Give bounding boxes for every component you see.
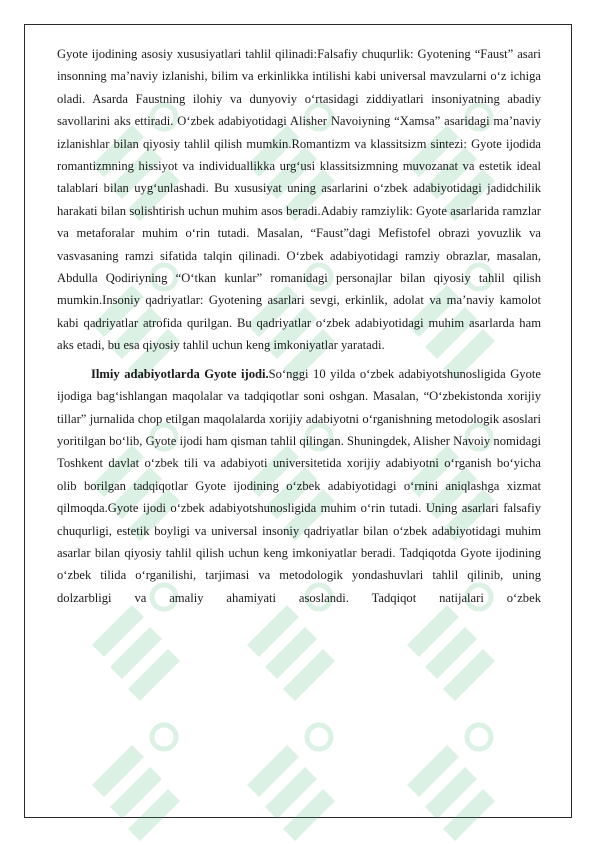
section-heading: Ilmiy adabiyotlarda Gyote ijodi.	[91, 366, 269, 381]
paragraph-2-text: So‘nggi 10 yilda o‘zbek adabiyotshunosligida Gyote ijodiga bag‘ishlangan maqolalar va tadqiqotlar soni oshgan. Masalan, “O‘zbekistonda xorijiy tillar” jurnalida chop etilgan maqolalarda xorijiy adabiyotni o‘rganishning metodologik asoslari yoritilgan bo‘lib, Gyote ijodi ham qisman tahlil qilingan. Shuningdek, Alisher Navoiy nomidagi Toshkent davlat o‘zbek tili va adabiyoti universitetida xorijiy adabiyotni o‘rganish bo‘yicha olib borilgan tadqiqotlar Gyote ijodining o‘zbek adabiyotidagi o‘rnini aniqlashga xizmat qilmoqda.Gyote ijodi o‘zbek adabiyotshunosligida muhim o‘rin tutadi. Uning asarlari falsafiy chuqurligi, estetik boyligi va universal insoniy qadriyatlar bilan o‘zbek adabiyotidagi muhim asarlar bilan qiyosiy tahlil qilish uchun keng imkoniyatlar beradi. Tadqiqotda Gyote ijodining o‘zbek tilida o‘rganilishi, tarjimasi va metodologik yondashuvlari tahlil qilinib, uning dolzarbligi va amaliy ahamiyati asoslandi. Tadqiqot natijalari o‘zbek	[57, 366, 541, 605]
paragraph-1: Gyote ijodining asosiy xususiyatlari tahlil qilinadi:Falsafiy chuqurlik: Gyotening “Faust” asari insonning ma’naviy izlanishi, bilim va erkinlikka intilishi kabi universal mavzularni o‘z ichiga oladi. Asarda Faustning ilohiy va dunyoviy o‘rtasidagi ziddiyatlari insoniyatning abadiy savollarini aks ettiradi. O‘zbek adabiyotidagi Alisher Navoiyning “Xamsa” asaridagi ma’naviy izlanishlar bilan qiyosiy tahlil qilish mumkin.Romantizm va klassitsizm sintezi: Gyote ijodida romantizmning hissiyot va individuallikka urg‘usi klassitsizmning muvozanat va estetik ideal talablari bilan uyg‘unlashadi. Bu xususiyat uning asarlarini o‘zbek adabiyotidagi jadidchilik harakati bilan solishtirish uchun muhim asos beradi.Adabiy ramziylik: Gyote asarlarida ramzlar va metaforalar muhim o‘rin tutadi. Masalan, “Faust”dagi Mefistofel obrazi yovuzlik va vasvasaning ramzi sifatida talqin qilinadi. O‘zbek adabiyotidagi ramziy obrazlar, masalan, Abdulla Qodiriyning “O‘tkan kunlar” romanidagi personajlar bilan qiyosiy tahlil qilish mumkin.Insoniy qadriyatlar: Gyotening asarlari sevgi, erkinlik, adolat va ma’naviy kamolot kabi qadriyatlar atrofida qurilgan. Bu qadriyatlar o‘zbek adabiyotidagi muhim asarlarda ham aks etadi, bu esa qiyosiy tahlil uchun keng imkoniyatlar yaratadi.	[57, 47, 541, 353]
paragraph-2	[57, 363, 541, 609]
document-body	[57, 43, 541, 609]
